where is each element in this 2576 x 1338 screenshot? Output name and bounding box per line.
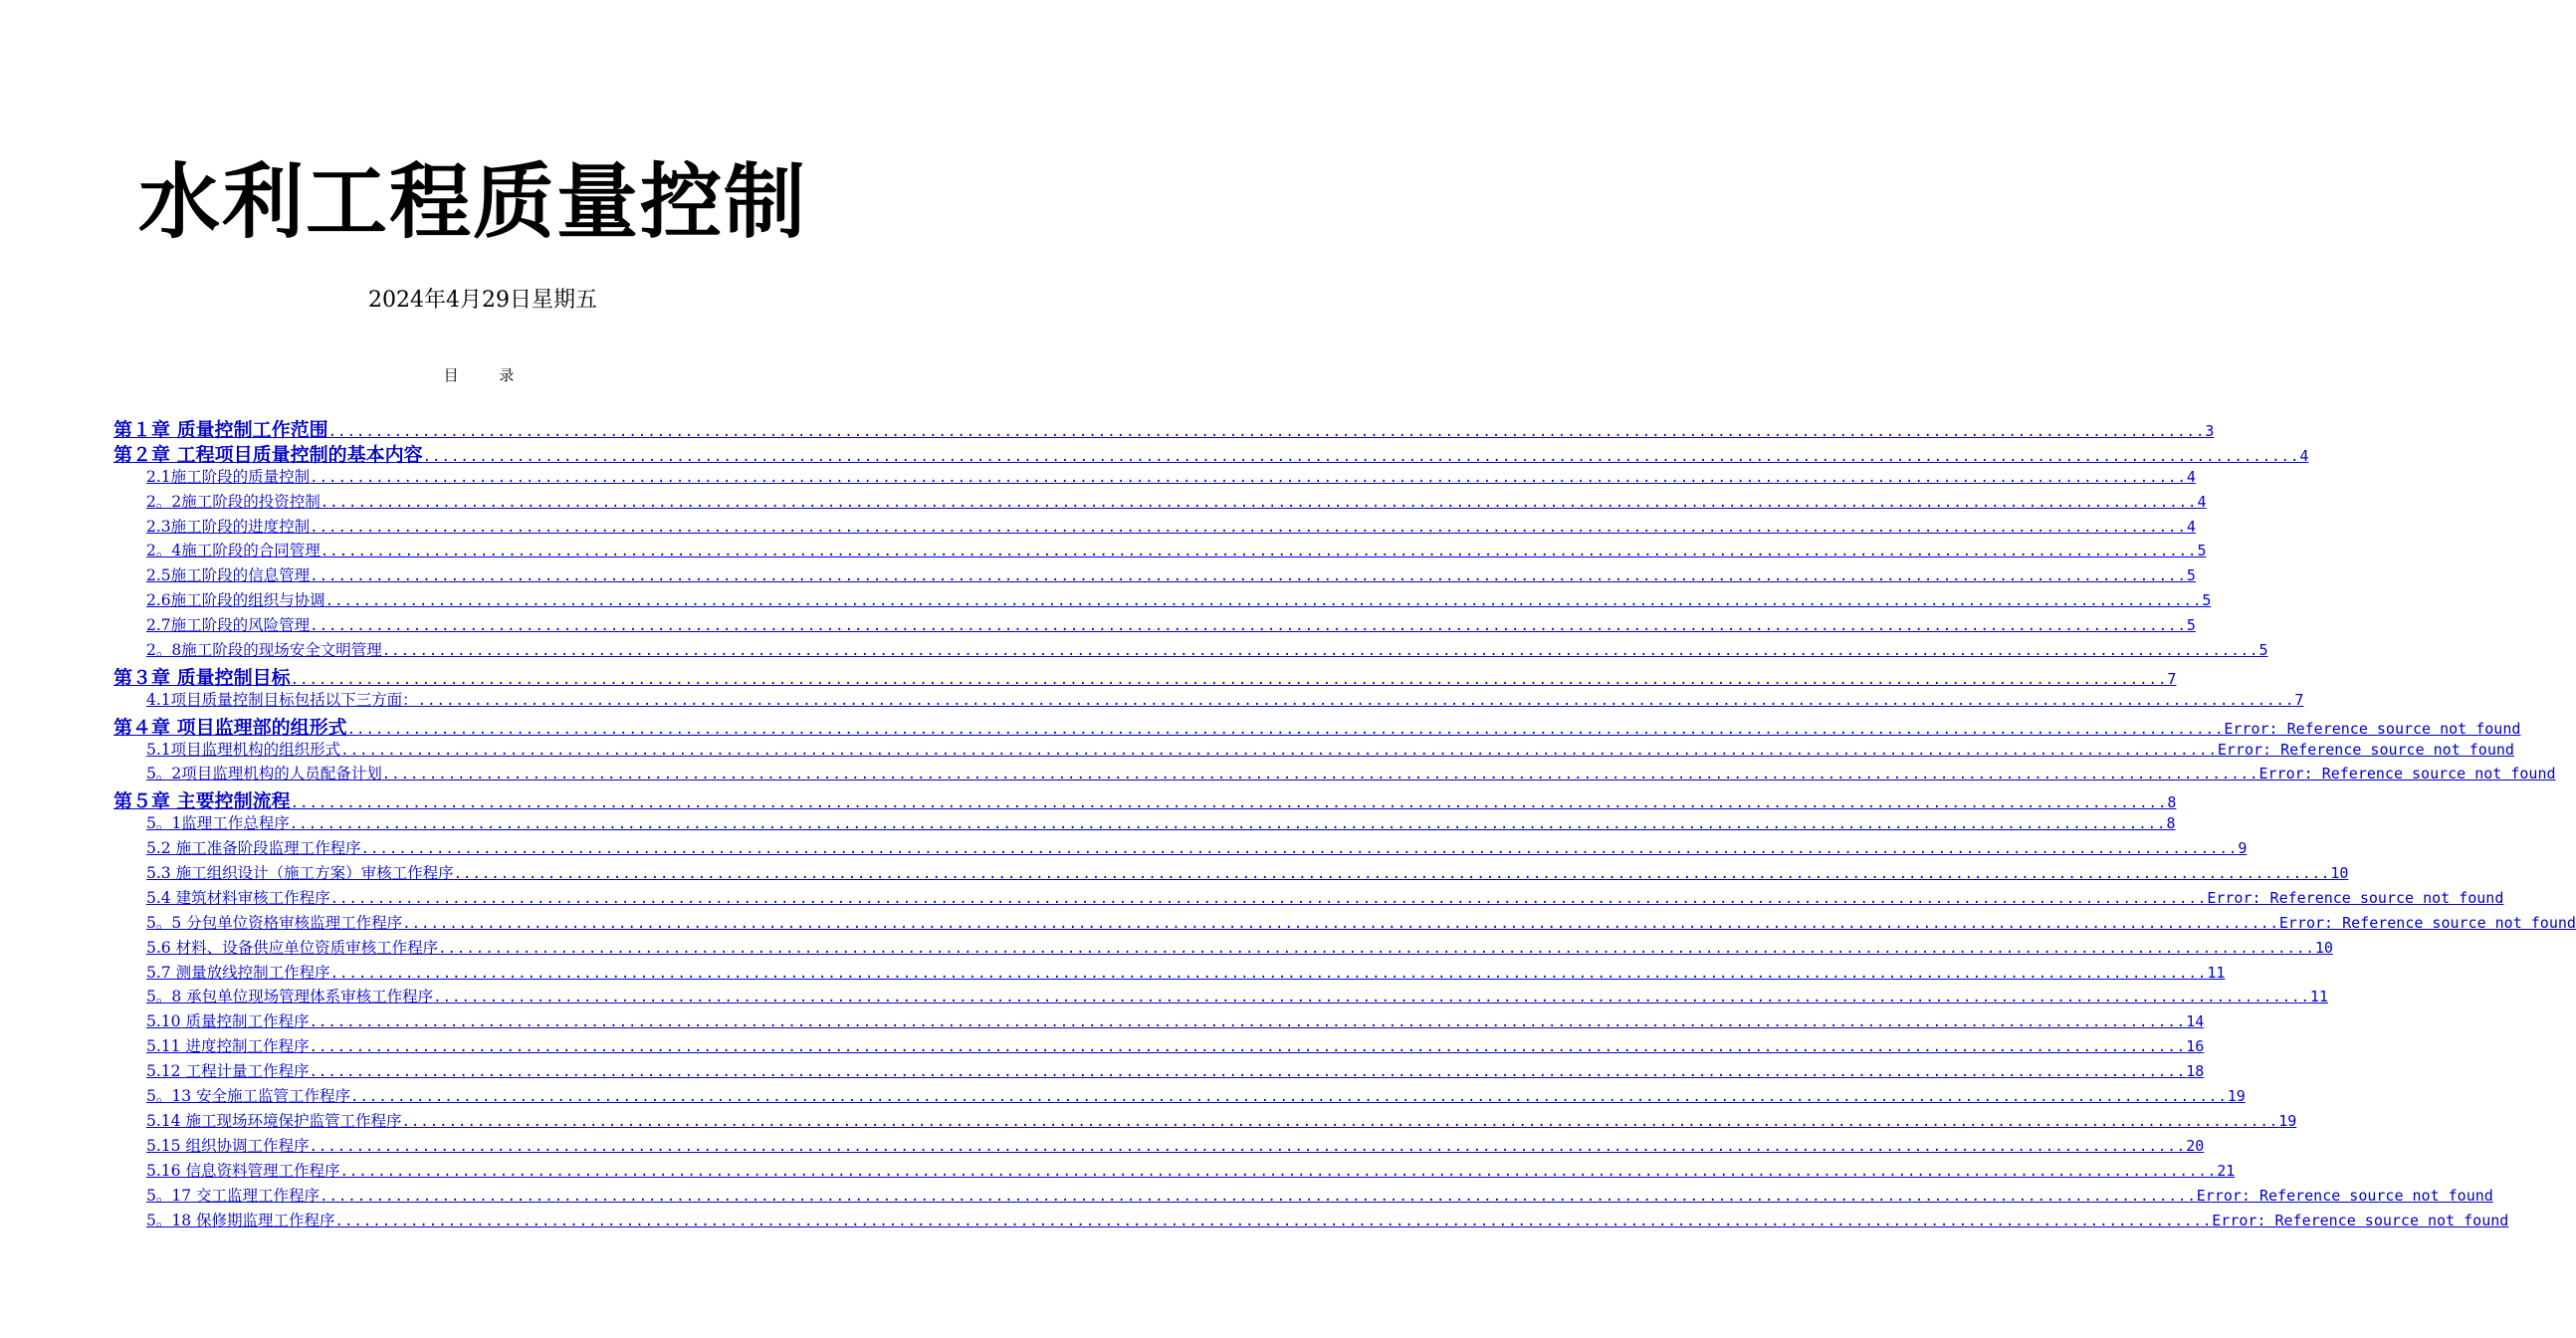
toc-heading: 目 录 [443,366,533,384]
toc-entry-title: 2.5施工阶段的信息管理 [146,566,311,585]
toc-leader-dots: ........................................................................................................................................................................................................ [290,671,2168,688]
toc-chapter-link[interactable] [113,415,2215,441]
toc-entry-title: 5.2 施工准备阶段监理工作程序 [146,839,361,858]
toc-entry-title: 2.3施工阶段的进度控制 [146,517,311,536]
toc-leader-dots: ........................................................................................................................................................................................................ [327,424,2206,440]
toc-page-number: 5 [2186,616,2196,635]
toc-page-number: 4 [2186,467,2196,486]
toc-leader-dots: ........................................................................................................................................................................................................ [417,692,2295,709]
toc-page-number: Error: Reference source not found [2278,913,2576,932]
toc-chapter-link[interactable] [113,440,2309,466]
toc-section-link[interactable] [146,613,2196,638]
toc-entry-title: 5。2项目监理机构的人员配备计划 [146,765,382,783]
toc-leader-dots: ........................................................................................................................................................................................................ [320,544,2198,560]
toc-page-number: 5 [2258,641,2268,660]
toc-leader-dots: ........................................................................................................................................................................................................ [453,866,2331,883]
toc-entry-title: 5.4 建筑材料审核工作程序 [146,888,330,907]
toc-entry-title: 2.1施工阶段的质量控制 [146,467,311,486]
toc-page-number: 7 [2294,690,2304,709]
toc-section-link[interactable] [146,539,2207,563]
toc-entry-title: 5.6 材料、设备供应单位资质审核工作程序 [146,938,439,957]
toc-page-number: 11 [2309,988,2328,1006]
toc-entry-title: 5.14 施工现场环境保护监管工作程序 [146,1111,402,1130]
toc-page-number: 5 [2202,591,2212,610]
toc-leader-dots: ........................................................................................................................................................................................................ [310,469,2187,486]
toc-entry-title: 5.11 进度控制工作程序 [146,1037,310,1056]
toc-leader-dots: ........................................................................................................................................................................................................ [324,593,2203,610]
toc-leader-dots: ........................................................................................................................................................................................................ [290,795,2168,812]
toc-leader-dots: ........................................................................................................................................................................................................ [346,721,2225,738]
toc-leader-dots: ........................................................................................................................................................................................................ [329,965,2208,982]
toc-leader-dots: ........................................................................................................................................................................................................ [350,1089,2228,1106]
toc-section-link[interactable] [146,465,2196,490]
toc-entry-title: 第４章 项目监理部的组形式 [113,716,347,739]
toc-entry-title: 2。8施工阶段的现场安全文明管理 [146,641,382,660]
toc-chapter-link[interactable] [113,663,2177,689]
toc-entry-title: 5.15 组织协调工作程序 [146,1136,310,1155]
toc-page-number: 3 [2205,422,2215,440]
toc-entry-title: 5。13 安全施工监管工作程序 [146,1087,351,1106]
toc-leader-dots: ........................................................................................................................................................................................................ [334,1213,2213,1229]
toc-entry-title: 2.6施工阶段的组织与协调 [146,591,325,610]
toc-entry-title: 2。4施工阶段的合同管理 [146,542,321,560]
toc-section-link[interactable] [146,836,2248,861]
toc-entry-title: 5。1监理工作总程序 [146,814,290,833]
toc-entry-title: 5.12 工程计量工作程序 [146,1062,310,1081]
toc-entry-title: 5。5 分包单位资格审核监理工作程序 [146,913,403,932]
toc-leader-dots: ........................................................................................................................................................................................................ [310,618,2187,635]
toc-entry-title: 第３章 质量控制目标 [113,666,291,689]
toc-section-link[interactable] [146,1084,2246,1109]
toc-section-link[interactable] [146,811,2176,836]
toc-section-link[interactable] [146,1059,2205,1084]
toc-page-number: Error: Reference source not found [2196,1186,2493,1205]
toc-page-number: 20 [2186,1136,2205,1155]
toc-section-link[interactable] [146,638,2268,663]
toc-section-link[interactable] [146,563,2196,588]
toc-leader-dots: ........................................................................................................................................................................................................ [438,940,2315,957]
toc-entry-title: 5.16 信息资料管理工作程序 [146,1161,340,1180]
toc-page-number: 16 [2186,1037,2205,1056]
toc-leader-dots: ........................................................................................................................................................................................................ [289,816,2167,833]
toc-section-link[interactable] [146,911,2576,936]
toc-section-link[interactable] [146,1109,2297,1134]
toc-page-number: 5 [2197,542,2207,560]
toc-page-number: 10 [2314,938,2333,957]
toc-entry-title: 5.10 质量控制工作程序 [146,1012,310,1031]
toc-section-link[interactable] [146,738,2514,763]
toc-section-link[interactable] [146,861,2349,886]
toc-page-number: Error: Reference source not found [2224,719,2521,738]
toc-section-link[interactable] [146,985,2328,1009]
toc-leader-dots: ........................................................................................................................................................................................................ [310,519,2187,536]
toc-page-number: 5 [2186,566,2196,585]
toc-page-number: 4 [2299,446,2309,465]
toc-section-link[interactable] [146,1184,2493,1209]
toc-leader-dots: ........................................................................................................................................................................................................ [320,1188,2197,1205]
toc-page-number: 4 [2197,492,2207,511]
toc-entry-title: 5.7 测量放线控制工作程序 [146,963,330,982]
toc-page-number: 4 [2186,517,2196,536]
toc-entry-title: 5。18 保修期监理工作程序 [146,1211,335,1229]
toc-entry-title: 2.7施工阶段的风险管理 [146,616,311,635]
toc-leader-dots: ........................................................................................................................................................................................................ [433,990,2310,1006]
toc-leader-dots: ........................................................................................................................................................................................................ [340,742,2218,759]
toc-page-number: 19 [2278,1111,2297,1130]
toc-section-link[interactable] [146,1034,2205,1059]
table-of-contents [113,415,2576,1232]
toc-entry-title: 4.1项目质量控制目标包括以下三方面： [146,690,418,709]
toc-page-number: 14 [2186,1012,2205,1031]
toc-leader-dots: ........................................................................................................................................................................................................ [402,915,2279,932]
toc-entry-title: 2。2施工阶段的投资控制 [146,492,321,511]
toc-page-number: 7 [2167,669,2177,688]
toc-section-link[interactable] [146,1009,2205,1034]
toc-entry-title: 第２章 工程项目质量控制的基本内容 [113,443,423,466]
toc-section-link[interactable] [146,936,2333,961]
toc-section-link[interactable] [146,515,2196,540]
toc-leader-dots: ........................................................................................................................................................................................................ [381,643,2259,660]
toc-chapter-link[interactable] [113,713,2521,739]
toc-section-link[interactable] [146,886,2504,911]
toc-leader-dots: ........................................................................................................................................................................................................ [401,1113,2279,1130]
toc-section-link[interactable] [146,588,2212,613]
toc-leader-dots: ........................................................................................................................................................................................................ [422,448,2300,465]
toc-entry-title: 5。8 承包单位现场管理体系审核工作程序 [146,988,434,1006]
toc-page-number: 18 [2186,1062,2205,1081]
toc-page-number: 10 [2330,864,2349,883]
toc-page-number: Error: Reference source not found [2212,1211,2509,1229]
toc-leader-dots: ........................................................................................................................................................................................................ [360,841,2239,858]
toc-page-number: 11 [2207,963,2226,982]
toc-entry-title: 第１章 质量控制工作范围 [113,419,328,441]
toc-page-number: 8 [2166,814,2176,833]
toc-leader-dots: ........................................................................................................................................................................................................ [339,1163,2218,1180]
toc-page-number: 9 [2238,839,2248,858]
toc-page-number: 8 [2167,793,2177,812]
toc-leader-dots: ........................................................................................................................................................................................................ [310,568,2187,585]
toc-entry-title: 5.3 施工组织设计（施工方案）审核工作程序 [146,864,454,883]
toc-leader-dots: ........................................................................................................................................................................................................ [329,890,2208,907]
toc-entry-title: 5.1项目监理机构的组织形式 [146,740,341,759]
toc-page-number: Error: Reference source not found [2207,888,2504,907]
toc-leader-dots: ........................................................................................................................................................................................................ [309,1138,2187,1155]
toc-entry-title: 5。17 交工监理工作程序 [146,1186,321,1205]
document-date: 2024年4月29日星期五 [368,288,597,313]
toc-section-link[interactable] [146,961,2226,986]
toc-section-link[interactable] [146,490,2207,515]
toc-section-link[interactable] [146,1209,2509,1233]
toc-leader-dots: ........................................................................................................................................................................................................ [381,767,2259,783]
toc-section-link[interactable] [146,688,2304,713]
toc-section-link[interactable] [146,1134,2205,1159]
toc-page-number: 21 [2217,1161,2236,1180]
toc-chapter-link[interactable] [113,786,2177,813]
toc-section-link[interactable] [146,1159,2236,1184]
toc-page-number: 19 [2227,1087,2246,1106]
toc-leader-dots: ........................................................................................................................................................................................................ [320,494,2198,511]
toc-section-link[interactable] [146,762,2556,786]
toc-leader-dots: ........................................................................................................................................................................................................ [309,1014,2187,1031]
toc-entry-title: 第５章 主要控制流程 [113,790,291,813]
document-title: 水利工程质量控制 [137,155,807,250]
toc-page-number: Error: Reference source not found [2258,765,2556,783]
toc-page-number: Error: Reference source not found [2217,740,2514,759]
toc-leader-dots: ........................................................................................................................................................................................................ [309,1039,2187,1056]
toc-leader-dots: ........................................................................................................................................................................................................ [309,1064,2187,1081]
